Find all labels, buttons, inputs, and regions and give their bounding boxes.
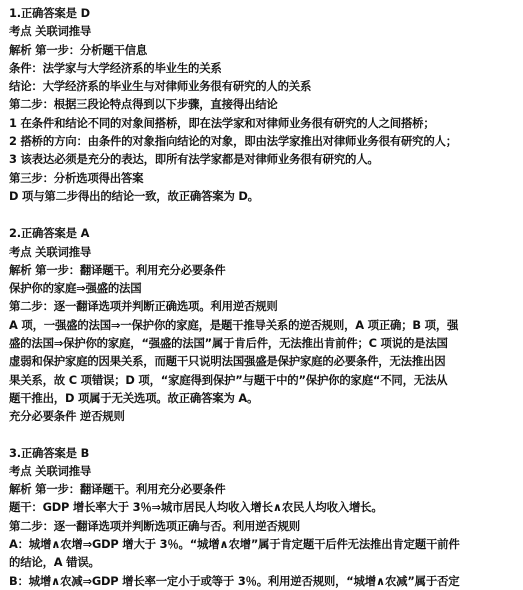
- answer-section-3: [9, 444, 519, 590]
- text-line: 解析 第一步：分析题干信息: [9, 42, 148, 57]
- text-line: 考点 关联词推导: [9, 24, 92, 39]
- text-line: A：城增∧农增⇒GDP 增大于 3％。“城增∧农增”属于肯定题干后件无法推出肯定题干前件: [9, 537, 460, 552]
- text-line: 考点 关联词推导: [9, 463, 92, 478]
- text-line: 果关系，故 C 项错误；D 项，“家庭得到保护”与题干中的”保护你的家庭“不同，无法从: [9, 372, 448, 387]
- text-line: 第二步：逐一翻译选项并判断正确选项。利用逆否规则: [9, 299, 278, 314]
- text-line: 题干推出，D 项属于无关选项。故正确答案为 A。: [9, 390, 259, 405]
- text-line: 第二步：逐一翻译选项并判断选项正确与否。利用逆否规则: [9, 518, 300, 533]
- text-line: 结论：大学经济系的毕业生与对律师业务很有研究的人的关系: [9, 79, 312, 94]
- answer-header: 3.正确答案是 B: [9, 445, 90, 460]
- text-line: 第三步：分析选项得出答案: [9, 170, 144, 185]
- section-spacer: [9, 205, 519, 224]
- text-line: 第二步：根据三段论特点得到以下步骤，直接得出结论: [9, 97, 278, 112]
- text-line: 3 该表达必须是充分的表达，即所有法学家都是对律师业务很有研究的人。: [9, 152, 379, 167]
- text-line: 盛的法国⇒保护你的家庭，“强盛的法国”属于肯后件，无法推出肯前件；C 项说的是法国: [9, 336, 448, 351]
- text-line: 2 搭桥的方向：由条件的对象指向结论的对象，即由法学家推出对律师业务很有研究的人；: [9, 134, 457, 149]
- text-line: 充分必要条件 逆否规则: [9, 409, 125, 424]
- text-line: 的结论，A 错误。: [9, 555, 100, 570]
- text-line: 保护你的家庭⇒强盛的法国: [9, 281, 142, 296]
- text-line: 解析 第一步：翻译题干。利用充分必要条件: [9, 262, 226, 277]
- text-line: 考点 关联词推导: [9, 244, 92, 259]
- text-line: D 项与第二步得出的结论一致，故正确答案为 D。: [9, 188, 259, 203]
- section-spacer: [9, 426, 519, 444]
- text-line: 题干：GDP 增长率大于 3％⇒城市居民人均收入增长∧农民人均收入增长。: [9, 500, 383, 515]
- answer-header: 2.正确答案是 A: [9, 226, 90, 241]
- text-line: 1 在条件和结论不同的对象间搭桥，即在法学家和对律师业务很有研究的人之间搭桥；: [9, 115, 435, 130]
- text-line: 条件：法学家与大学经济系的毕业生的关系: [9, 60, 222, 75]
- answer-header: 1.正确答案是 D: [9, 6, 90, 20]
- text-line: 解析 第一步：翻译题干。利用充分必要条件: [9, 482, 226, 497]
- answer-section-2: [9, 224, 519, 425]
- text-line: B：城增∧农减⇒GDP 增长率一定小于或等于 3％。利用逆否规则，“城增∧农减”属于否定: [9, 573, 460, 588]
- text-line: 虚弱和保护家庭的因果关系，而题干只说明法国强盛是保护家庭的必要条件，无法推出因: [9, 354, 446, 369]
- text-line: A 项，一强盛的法国⇒一保护你的家庭，是题干推导关系的逆否规则，A 项正确；B 项，强: [9, 317, 459, 332]
- answer-section-1: [9, 4, 519, 205]
